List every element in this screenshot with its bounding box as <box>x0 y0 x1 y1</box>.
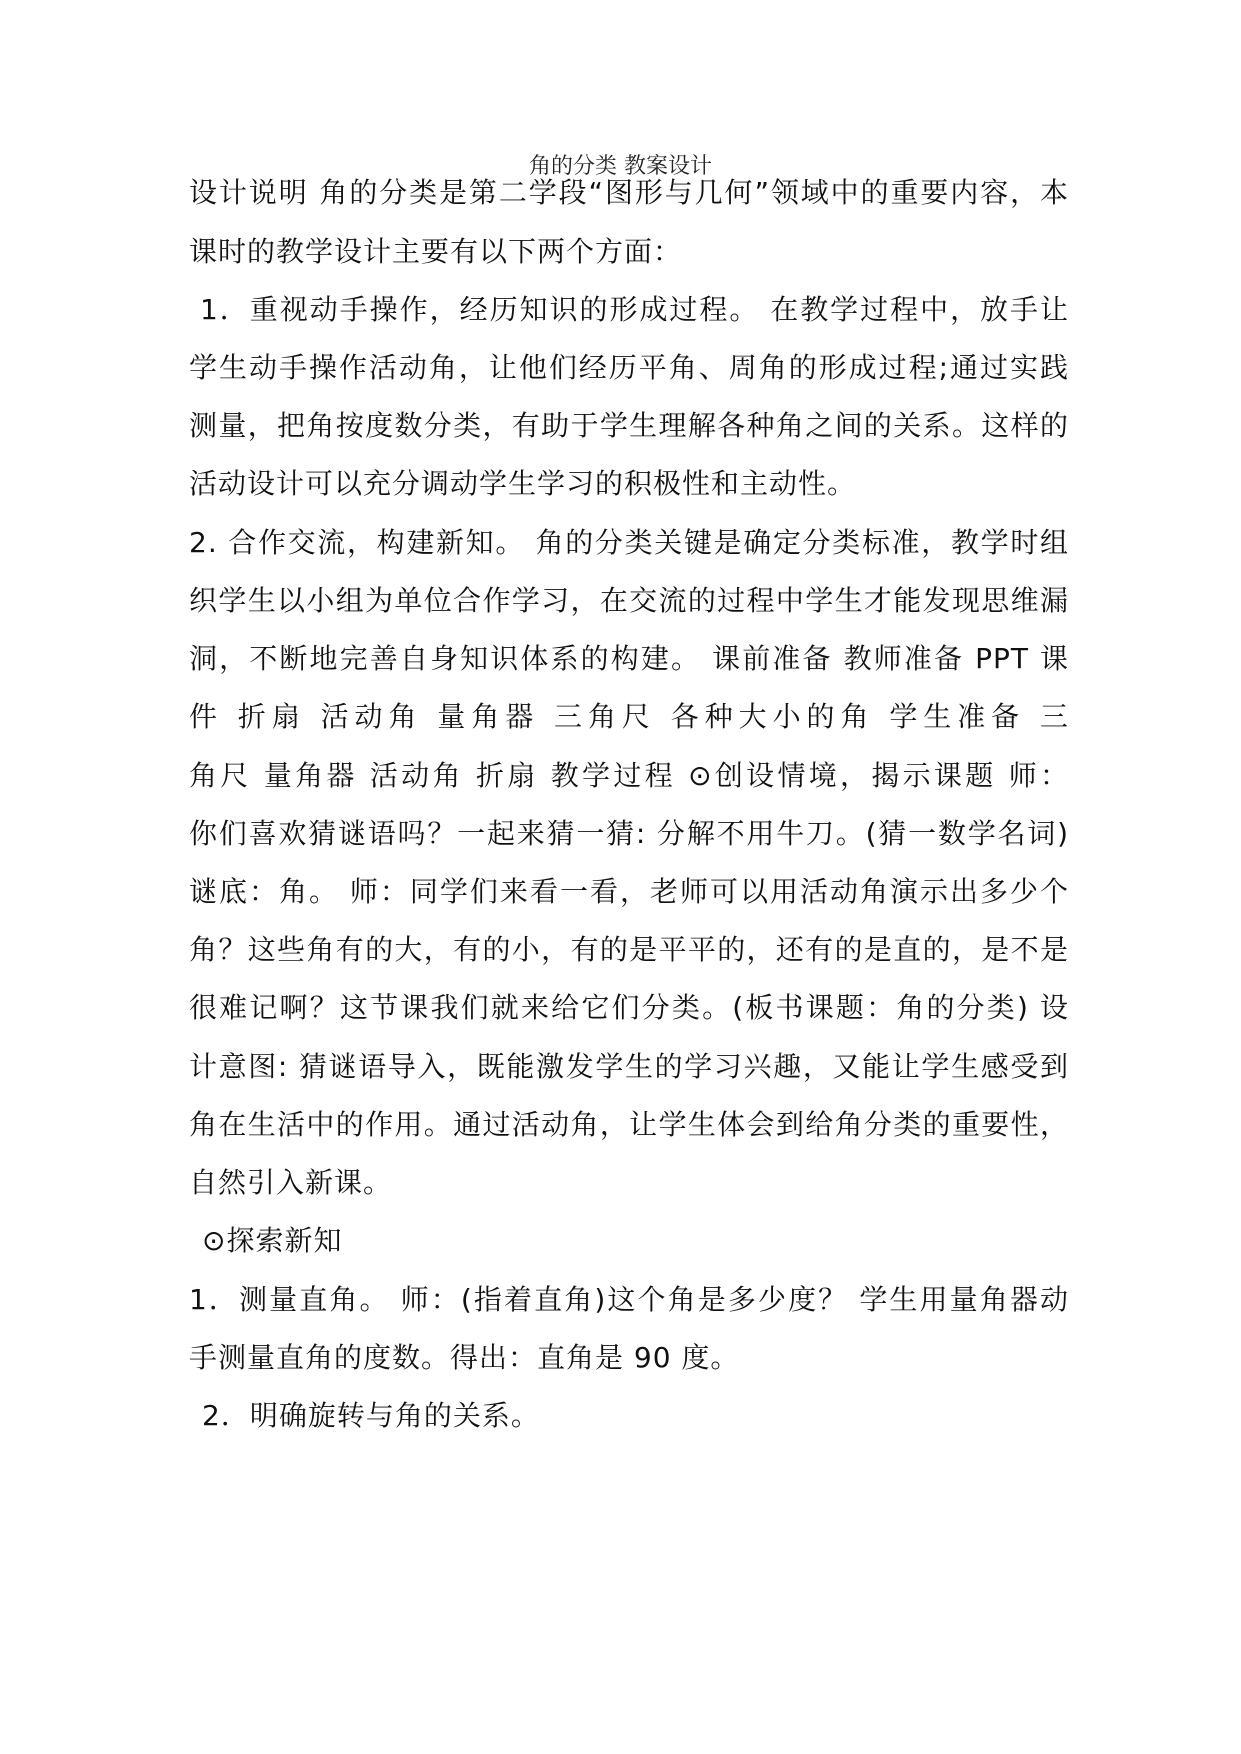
paragraph-line: 计意图: 猜谜语导入，既能激发学生的学习兴趣，又能让学生感受到 <box>189 1050 1069 1083</box>
paragraph-line: 自然引入新课。 <box>189 1166 393 1199</box>
paragraph-line: 很难记啊？这节课我们就来给它们分类。(板书课题：角的分类) 设 <box>189 991 1069 1024</box>
paragraph-line: 1．重视动手操作，经历知识的形成过程。 在教学过程中，放手让 <box>200 293 1069 326</box>
paragraph-line: 件 折扇 活动角 量角器 三角尺 各种大小的角 学生准备 三 <box>189 700 1069 733</box>
paragraph-line: 学生动手操作活动角，让他们经历平角、周角的形成过程;通过实践 <box>189 351 1069 384</box>
paragraph-line: 角？这些角有的大，有的小，有的是平平的，还有的是直的，是不是 <box>189 933 1069 966</box>
paragraph-line: 课时的教学设计主要有以下两个方面： <box>189 235 683 268</box>
paragraph-line: 谜底：角。 师：同学们来看一看，老师可以用活动角演示出多少个 <box>189 875 1069 908</box>
document-title: 角的分类 教案设计 <box>529 154 712 179</box>
paragraph-line: 1．测量直角。 师：(指着直角)这个角是多少度？ 学生用量角器动 <box>189 1283 1069 1316</box>
paragraph-line: 手测量直角的度数。得出：直角是 90 度。 <box>189 1341 740 1374</box>
paragraph-line: 角在生活中的作用。通过活动角，让学生体会到给角分类的重要性， <box>189 1108 1069 1141</box>
paragraph-line: 你们喜欢猜谜语吗？一起来猜一猜: 分解不用牛刀。(猜一数学名词) <box>189 817 1069 850</box>
paragraph-line: 2. 合作交流，构建新知。 角的分类关键是确定分类标准，教学时组 <box>189 526 1069 559</box>
paragraph-line: 测量，把角按度数分类，有助于学生理解各种角之间的关系。这样的 <box>189 409 1069 442</box>
paragraph-line: 角尺 量角器 活动角 折扇 教学过程 ⊙创设情境，揭示课题 师： <box>189 759 1069 792</box>
paragraph-line: 设计说明 角的分类是第二学段“图形与几何”领域中的重要内容，本 <box>189 176 1069 209</box>
section-heading: ⊙探索新知 <box>202 1224 343 1257</box>
paragraph-line: 织学生以小组为单位合作学习，在交流的过程中学生才能发现思维漏 <box>189 584 1069 617</box>
paragraph-line: 洞，不断地完善自身知识体系的构建。 课前准备 教师准备 PPT 课 <box>189 642 1069 675</box>
paragraph-line: 2．明确旋转与角的关系。 <box>202 1399 540 1432</box>
paragraph-line: 活动设计可以充分调动学生学习的积极性和主动性。 <box>189 467 857 500</box>
